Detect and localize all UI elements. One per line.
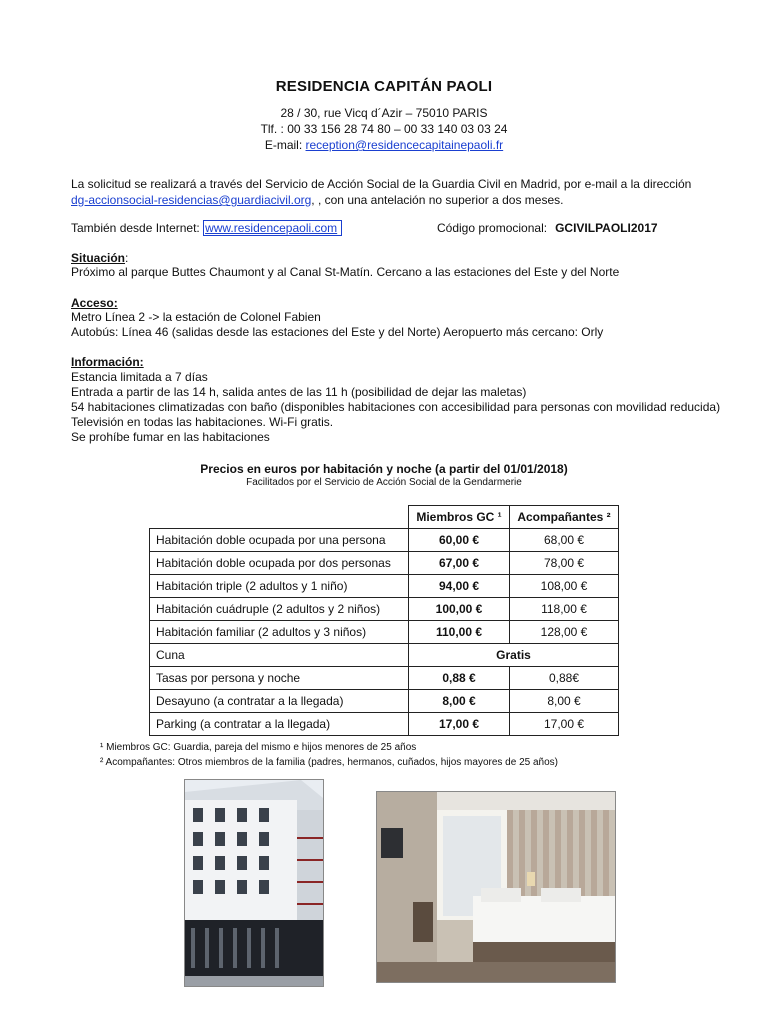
companions-price: 68,00 € — [510, 529, 619, 552]
situacion-title: Situación — [71, 251, 126, 265]
extra-label: Parking (a contratar a la llegada) — [150, 713, 409, 736]
members-price: 8,00 € — [409, 690, 510, 713]
promo-line — [437, 221, 658, 235]
promo-code: GCIVILPAOLI2017 — [555, 221, 658, 235]
info-item: Entrada a partir de las 14 h, salida antes de las 11 h (posibilidad de dejar las maletas) — [71, 385, 527, 399]
info-item: Se prohíbe fumar en las habitaciones — [71, 430, 270, 444]
companions-price: 78,00 € — [510, 552, 619, 575]
cuna-label: Cuna — [150, 644, 409, 667]
members-price: 94,00 € — [409, 575, 510, 598]
room-label: Habitación doble ocupada por dos personas — [150, 552, 409, 575]
acceso-title: Acceso: — [71, 296, 118, 310]
room-label: Habitación cuádruple (2 adultos y 2 niños) — [150, 598, 409, 621]
table-row — [150, 690, 619, 713]
members-price: 60,00 € — [409, 529, 510, 552]
situacion-colon: : — [125, 251, 129, 265]
page-title: RESIDENCIA CAPITÁN PAOLI — [275, 78, 493, 95]
promo-label: Código promocional: — [437, 221, 548, 235]
prices-title: Precios en euros por habitación y noche (a partir del 01/01/2018) — [200, 462, 568, 476]
price-table — [149, 505, 619, 736]
companions-price: 118,00 € — [510, 598, 619, 621]
internet-label: También desde Internet: — [71, 221, 204, 235]
room-label: Habitación triple (2 adultos y 1 niño) — [150, 575, 409, 598]
email-line — [0, 138, 768, 152]
info-item: Estancia limitada a 7 días — [71, 370, 208, 384]
header-companions: Acompañantes ² — [510, 506, 619, 529]
situacion-text: Próximo al parque Buttes Chaumont y al Canal St-Matín. Cercano a las estaciones del Este y del Norte — [71, 265, 620, 279]
bedroom-photo — [376, 791, 616, 983]
companions-price: 17,00 € — [510, 713, 619, 736]
price-table-header — [150, 506, 619, 529]
table-row — [150, 667, 619, 690]
acceso-heading — [71, 296, 118, 311]
situacion-heading — [71, 251, 128, 266]
acceso-metro: Metro Línea 2 -> la estación de Colonel Fabien — [71, 310, 321, 324]
table-row — [150, 552, 619, 575]
building-photo — [184, 779, 324, 987]
table-row — [150, 713, 619, 736]
companions-price: 128,00 € — [510, 621, 619, 644]
table-row-cuna — [150, 644, 619, 667]
building-image — [185, 780, 323, 986]
footnote-members: ¹ Miembros GC: Guardia, pareja del mismo e hijos menores de 25 años — [100, 742, 417, 753]
accion-social-email-link[interactable]: dg-accionsocial-residencias@guardiacivil.org — [71, 193, 312, 207]
info-item: 54 habitaciones climatizadas con baño (disponibles habitaciones con accesibilidad para personas con movilidad reducida) — [71, 400, 721, 414]
intro-paragraph — [71, 176, 693, 208]
members-price: 67,00 € — [409, 552, 510, 575]
email-label: E-mail: — [264, 138, 306, 152]
footnote-companions: ² Acompañantes: Otros miembros de la familia (padres, hermanos, cuñados, hijos mayores de 25 años) — [100, 757, 558, 768]
companions-price: 108,00 € — [510, 575, 619, 598]
members-price: 100,00 € — [409, 598, 510, 621]
address-line: 28 / 30, rue Vicq d´Azir – 75010 PARIS — [280, 106, 488, 120]
members-price: 0,88 € — [409, 667, 510, 690]
website-link[interactable]: www.residencepaoli.com — [203, 220, 342, 236]
companions-price: 8,00 € — [510, 690, 619, 713]
table-row — [150, 621, 619, 644]
members-price: 17,00 € — [409, 713, 510, 736]
header-members: Miembros GC ¹ — [409, 506, 510, 529]
members-price: 110,00 € — [409, 621, 510, 644]
room-label: Habitación doble ocupada por una persona — [150, 529, 409, 552]
intro-text-rest: , , con una antelación no superior a dos meses. — [311, 193, 564, 207]
bedroom-image — [377, 792, 615, 982]
prices-subtitle: Facilitados por el Servicio de Acción Social de la Gendarmerie — [246, 477, 522, 488]
table-row — [150, 529, 619, 552]
acceso-bus: Autobús: Línea 46 (salidas desde las estaciones del Este y del Norte) Aeropuerto más cercano: Orly — [71, 325, 604, 339]
cuna-value: Gratis — [409, 644, 619, 667]
room-label: Habitación familiar (2 adultos y 3 niños) — [150, 621, 409, 644]
info-item: Televisión en todas las habitaciones. Wi-Fi gratis. — [71, 415, 334, 429]
informacion-heading — [71, 355, 144, 370]
header-blank — [150, 506, 409, 529]
table-row — [150, 575, 619, 598]
extra-label: Desayuno (a contratar a la llegada) — [150, 690, 409, 713]
intro-text: La solicitud se realizará a través del Servicio de Acción Social de la Guardia Civil en Madrid, por e-mail a la dirección — [71, 177, 692, 191]
phone-line: Tlf. : 00 33 156 28 74 80 – 00 33 140 03 03 24 — [260, 122, 508, 136]
extra-label: Tasas por persona y noche — [150, 667, 409, 690]
companions-price: 0,88€ — [510, 667, 619, 690]
table-row — [150, 598, 619, 621]
reception-email-link[interactable]: reception@residencecapitainepaoli.fr — [305, 138, 504, 152]
internet-line — [71, 221, 342, 236]
informacion-title: Información: — [71, 355, 144, 369]
